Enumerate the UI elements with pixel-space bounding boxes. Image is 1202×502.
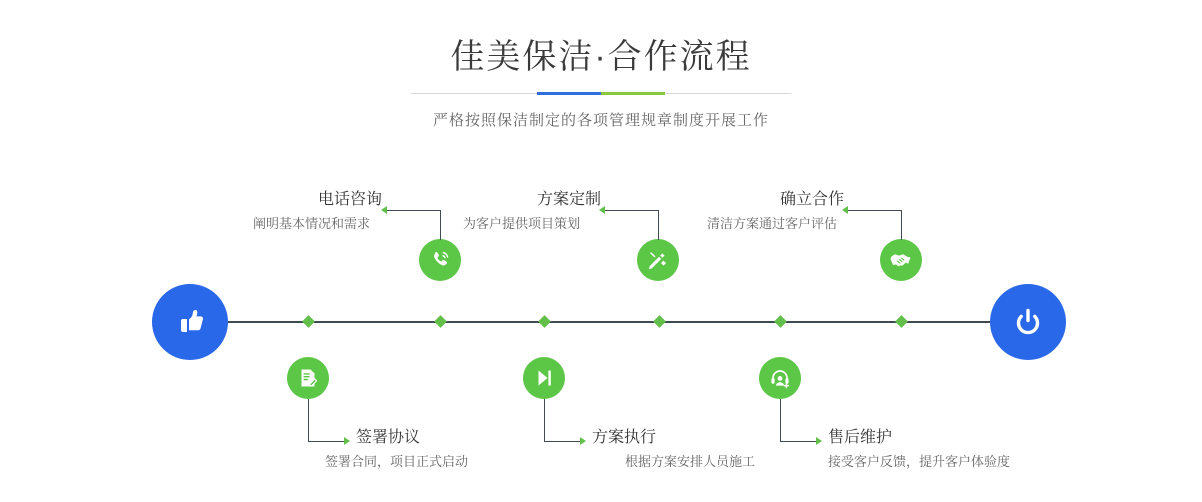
step-icon-4	[523, 357, 565, 399]
title-divider	[411, 92, 791, 95]
step-connector-6-horizontal	[780, 441, 816, 442]
step-title-6: 售后维护	[828, 429, 893, 446]
axis-node-dot	[434, 315, 447, 328]
step-connector-1-vertical	[440, 210, 441, 240]
step-desc-3: 为客户提供项目策划	[463, 216, 581, 231]
step-connector-1-horizontal	[387, 210, 441, 211]
divider-accent-blue	[537, 92, 601, 95]
step-icon-3	[637, 239, 679, 281]
axis-node-dot	[653, 315, 666, 328]
page-header	[0, 34, 1202, 130]
step-connector-5-horizontal	[848, 210, 902, 211]
axis-node-dot	[538, 315, 551, 328]
step-connector-3-horizontal	[605, 210, 659, 211]
step-connector-4-vertical	[544, 399, 545, 441]
thumbs-up-icon	[170, 302, 210, 342]
step-icon-1	[419, 239, 461, 281]
axis-node-dot	[302, 315, 315, 328]
step-desc-4: 根据方案安排人员施工	[625, 454, 756, 469]
step-connector-4-horizontal	[544, 441, 580, 442]
step-icon-5	[880, 239, 922, 281]
pen-ruler-icon	[646, 248, 670, 272]
step-desc-6: 接受客户反馈，提升客户体验度	[828, 454, 1011, 469]
axis-node-dot	[774, 315, 787, 328]
step-connector-3-vertical	[658, 210, 659, 240]
play-forward-icon	[532, 366, 556, 390]
power-icon	[1008, 302, 1048, 342]
step-title-1: 电话咨询	[318, 191, 383, 208]
axis-node-dot	[895, 315, 908, 328]
step-icon-6	[759, 357, 801, 399]
step-connector-2-vertical	[308, 399, 309, 441]
timeline-end-endpoint	[990, 284, 1066, 360]
step-title-4: 方案执行	[592, 429, 657, 446]
step-title-2: 签署协议	[356, 429, 421, 446]
step-connector-6-vertical	[780, 399, 781, 441]
timeline-start-endpoint	[152, 284, 228, 360]
headset-support-icon	[768, 366, 792, 390]
step-desc-5: 清洁方案通过客户评估	[707, 216, 838, 231]
document-edit-icon	[296, 366, 320, 390]
step-desc-2: 签署合同，项目正式启动	[325, 454, 469, 469]
step-title-3: 方案定制	[537, 191, 602, 208]
page-title: 佳美保洁·合作流程	[450, 38, 752, 76]
step-arrow-6	[816, 437, 822, 445]
step-desc-1: 阐明基本情况和需求	[253, 216, 371, 231]
step-arrow-2	[344, 437, 350, 445]
step-connector-2-horizontal	[308, 441, 344, 442]
step-title-5: 确立合作	[780, 191, 845, 208]
handshake-icon	[889, 248, 913, 272]
divider-accent-green	[601, 92, 665, 95]
step-arrow-4	[580, 437, 586, 445]
phone-call-icon	[428, 248, 452, 272]
step-connector-5-vertical	[901, 210, 902, 240]
page-subtitle: 严格按照保洁制定的各项管理规章制度开展工作	[432, 112, 769, 129]
step-icon-2	[287, 357, 329, 399]
